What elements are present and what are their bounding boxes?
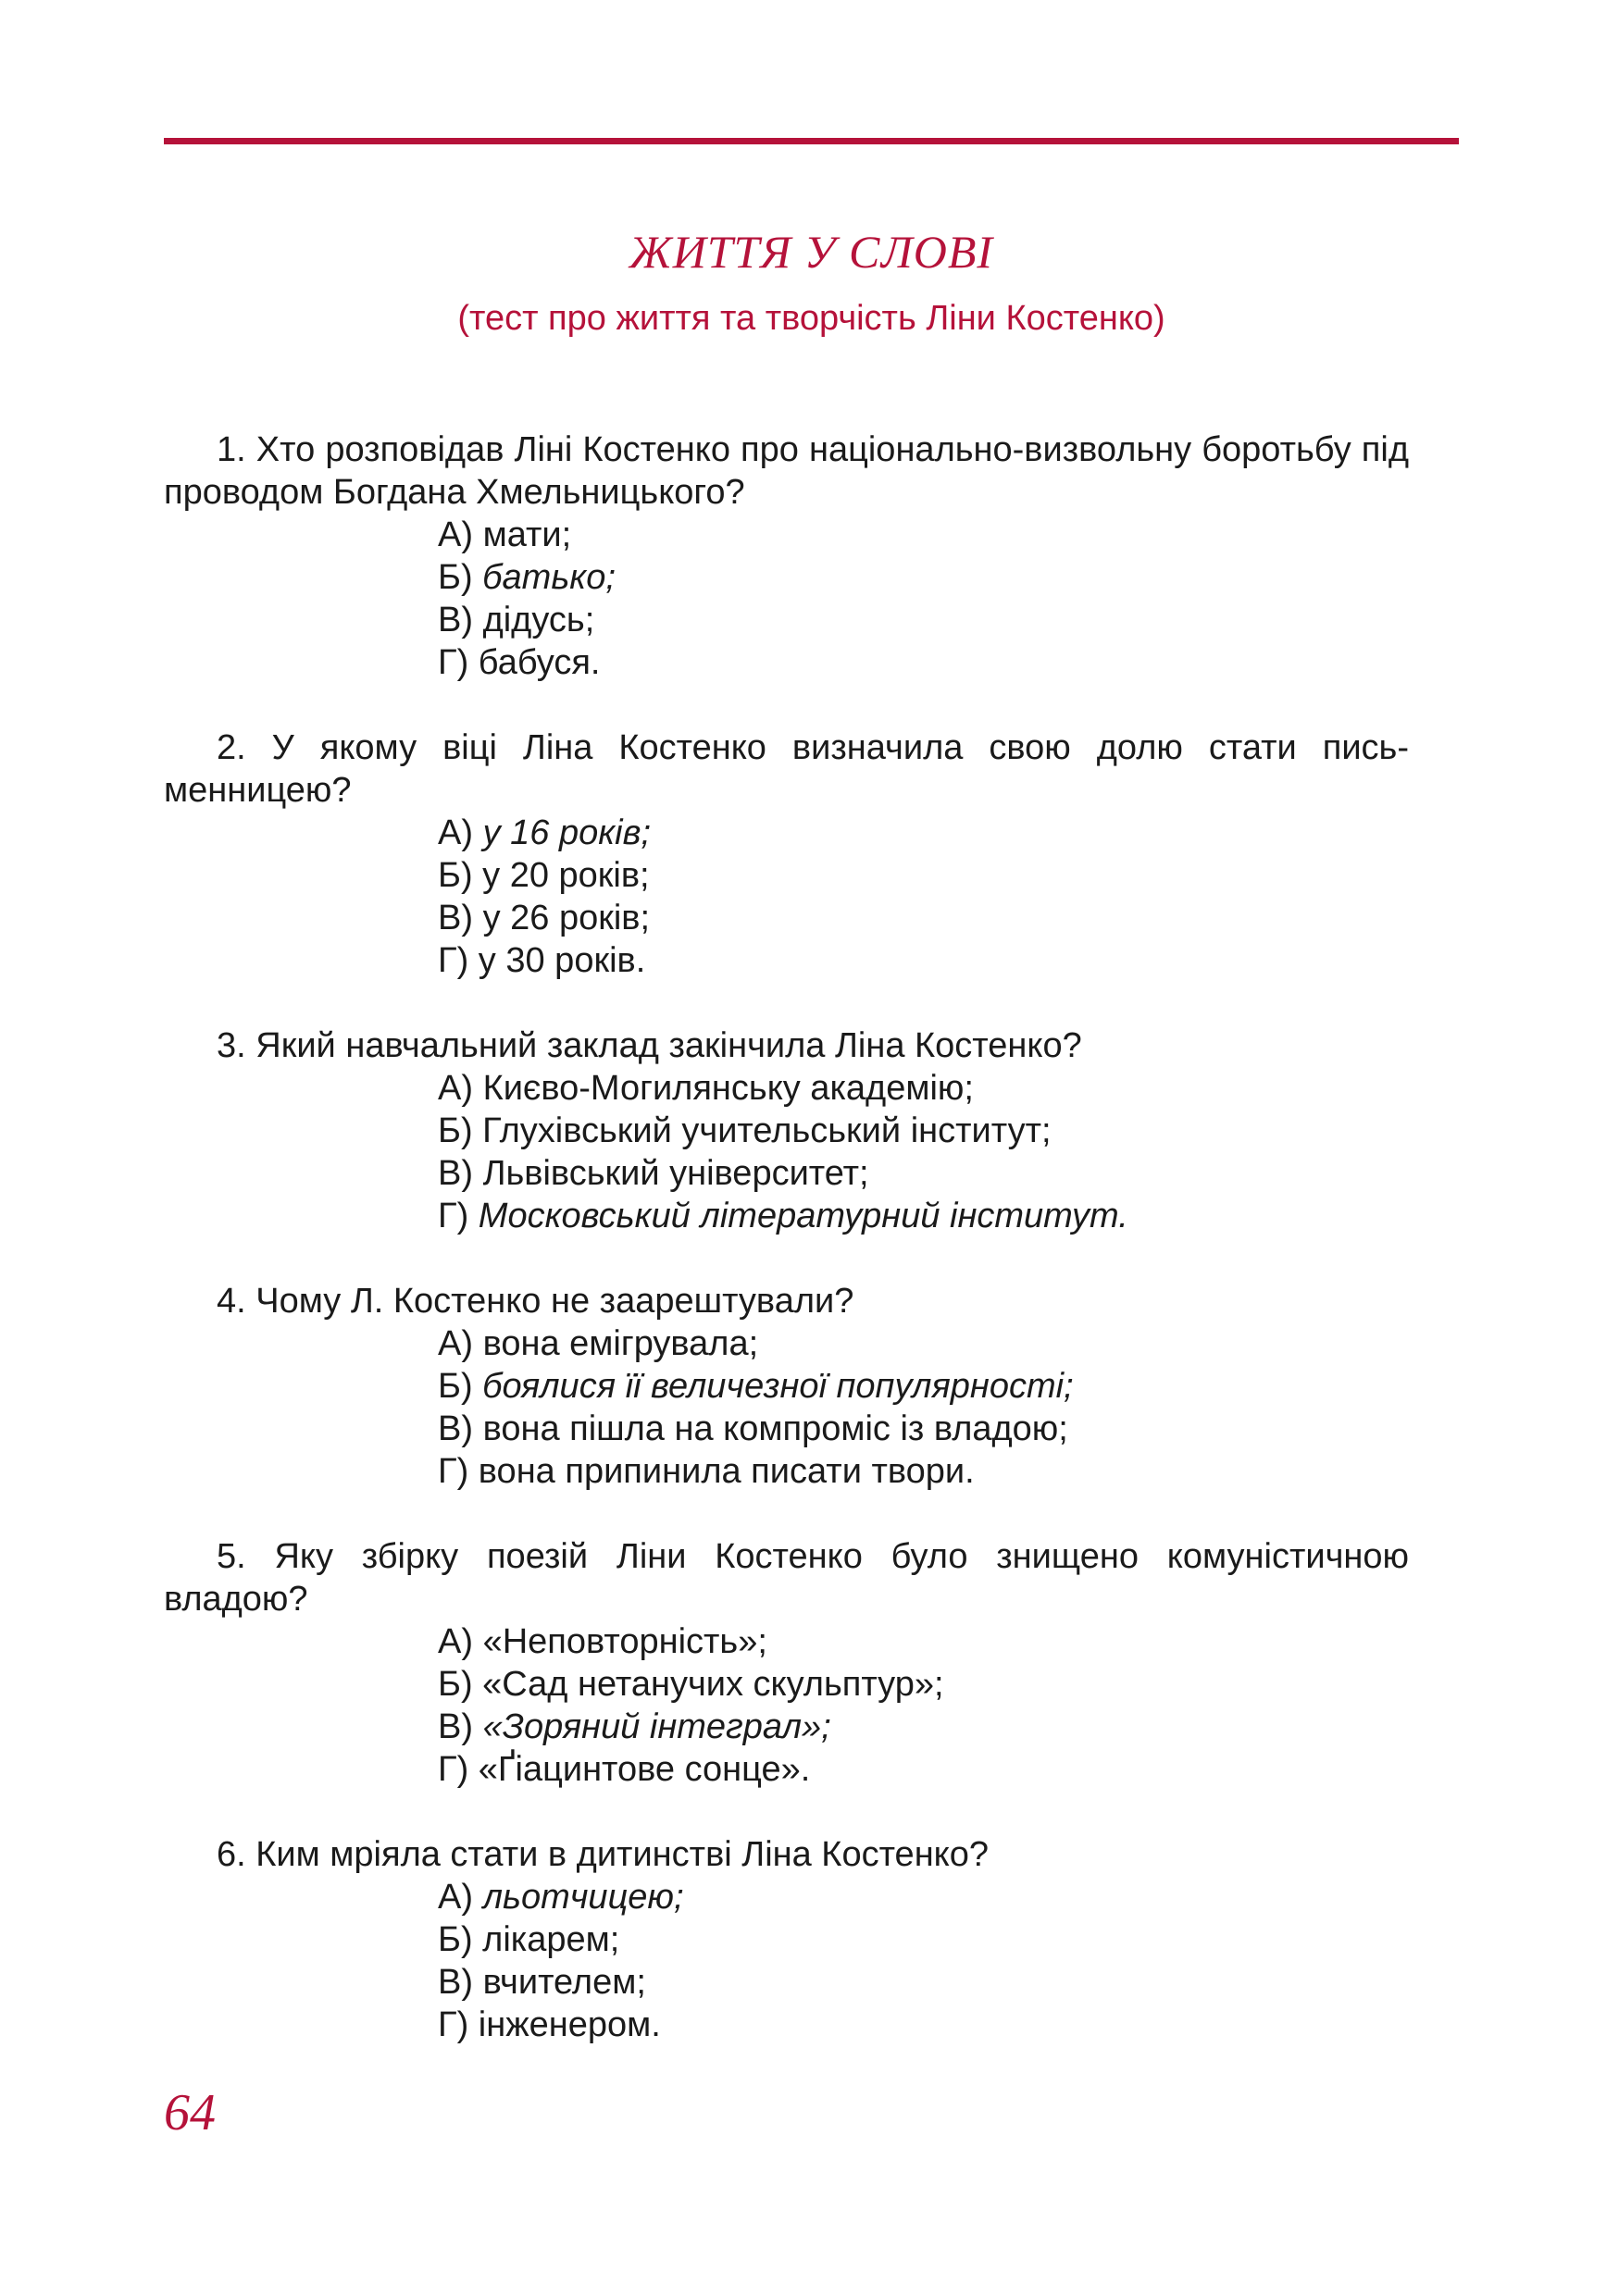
option-text: Києво-Могилянську академію; [482,1069,974,1108]
option-letter: Г) [438,1452,469,1491]
question-block [164,1833,1409,2046]
answer-options [164,1322,1409,1493]
answer-option [438,1450,1409,1493]
question-block [164,428,1409,684]
option-text: інженером. [478,2005,661,2044]
option-text: у 20 років; [482,856,650,895]
option-letter: А) [438,1324,473,1363]
option-letter: Б) [438,1367,473,1406]
answer-option [438,1918,1409,1961]
question-text: 6. Ким мріяла стати в дитинстві Ліна Костенко? [217,1835,989,1874]
option-letter: В) [438,899,473,937]
answer-option [438,812,1409,854]
answer-option [438,1876,1409,1918]
option-text: у 30 років. [478,941,646,980]
option-letter: Б) [438,1111,473,1150]
question-block [164,1535,1409,1791]
option-letter: А) [438,813,473,852]
option-text: «Ґіацинтове сонце». [478,1750,811,1789]
option-text: Глухівський учительський інститут; [482,1111,1052,1150]
option-letter: В) [438,1154,473,1193]
answer-option [438,1408,1409,1450]
option-text: вчителем; [482,1963,646,2002]
option-letter: Б) [438,856,473,895]
correct-answer-text: «Зоряний інтеграл»; [482,1707,831,1746]
answer-options [164,1067,1409,1237]
option-text: «Сад нетанучих скульптур»; [482,1665,944,1704]
answer-options [164,514,1409,684]
option-letter: Г) [438,643,469,682]
question-block [164,1024,1409,1237]
option-text: дідусь; [482,601,595,639]
option-letter: В) [438,1707,473,1746]
answer-option [438,1365,1409,1408]
answer-option [438,1961,1409,2004]
option-text: Львівський університет; [482,1154,869,1193]
option-text: вона припинила писати твори. [478,1452,975,1491]
page-number: 64 [164,2084,216,2141]
question-text: 4. Чому Л. Костенко не заарештували? [217,1282,854,1321]
option-letter: В) [438,601,473,639]
question-text: 5. Яку збірку поезій Ліни Костенко було знищено комуністичною владою? [164,1537,1409,1619]
option-text: мати; [482,515,572,554]
correct-answer-text: льотчицею; [482,1878,684,1917]
answer-options [164,1876,1409,2046]
option-letter: Г) [438,941,469,980]
question-text: 2. У якому віці Ліна Костенко визначила свою долю стати письменницею? [164,728,1409,810]
option-letter: Г) [438,1750,469,1789]
option-letter: Б) [438,1920,473,1959]
answer-option [438,1195,1409,1237]
answer-option [438,1748,1409,1791]
option-text: бабуся. [478,643,601,682]
answer-option [438,1110,1409,1152]
option-text: вона пішла на компроміс із владою; [482,1409,1068,1448]
option-letter: А) [438,1622,473,1661]
option-text: лікарем; [482,1920,620,1959]
answer-option [438,897,1409,939]
correct-answer-text: боялися її величезної популярності; [482,1367,1074,1406]
option-letter: А) [438,1069,473,1108]
option-text: «Неповторність»; [482,1622,767,1661]
option-text: вона емігрувала; [482,1324,759,1363]
answer-option [438,556,1409,599]
questions-list [164,428,1409,2089]
option-letter: Г) [438,2005,469,2044]
option-letter: Б) [438,558,473,597]
answer-option [438,1067,1409,1110]
correct-answer-text: батько; [482,558,616,597]
answer-option [438,1620,1409,1663]
option-letter: А) [438,515,473,554]
answer-option [438,514,1409,556]
option-letter: В) [438,1963,473,2002]
answer-option [438,2004,1409,2046]
answer-option [438,854,1409,897]
question-text: 1. Хто розповідав Ліні Костенко про національно-визвольну боротьбу під проводом Богдана Хмельницького? [164,430,1409,512]
top-rule-divider [164,138,1459,144]
answer-options [164,812,1409,982]
option-letter: Г) [438,1197,469,1235]
page-subtitle: (тест про життя та творчість Ліни Костенко) [457,299,1165,338]
answer-options [164,1620,1409,1791]
correct-answer-text: Московський літературний інститут. [478,1197,1128,1235]
question-text: 3. Який навчальний заклад закінчила Ліна Костенко? [217,1026,1082,1065]
option-letter: В) [438,1409,473,1448]
option-letter: Б) [438,1665,473,1704]
option-text: у 26 років; [482,899,651,937]
answer-option [438,641,1409,684]
option-letter: А) [438,1878,473,1917]
answer-option [438,1322,1409,1365]
answer-option [438,939,1409,982]
correct-answer-text: у 16 років; [482,813,651,852]
question-block [164,1280,1409,1493]
answer-option [438,1152,1409,1195]
answer-option [438,599,1409,641]
question-block [164,726,1409,982]
page-title: ЖИТТЯ У СЛОВІ [629,226,994,278]
answer-option [438,1663,1409,1706]
answer-option [438,1706,1409,1748]
